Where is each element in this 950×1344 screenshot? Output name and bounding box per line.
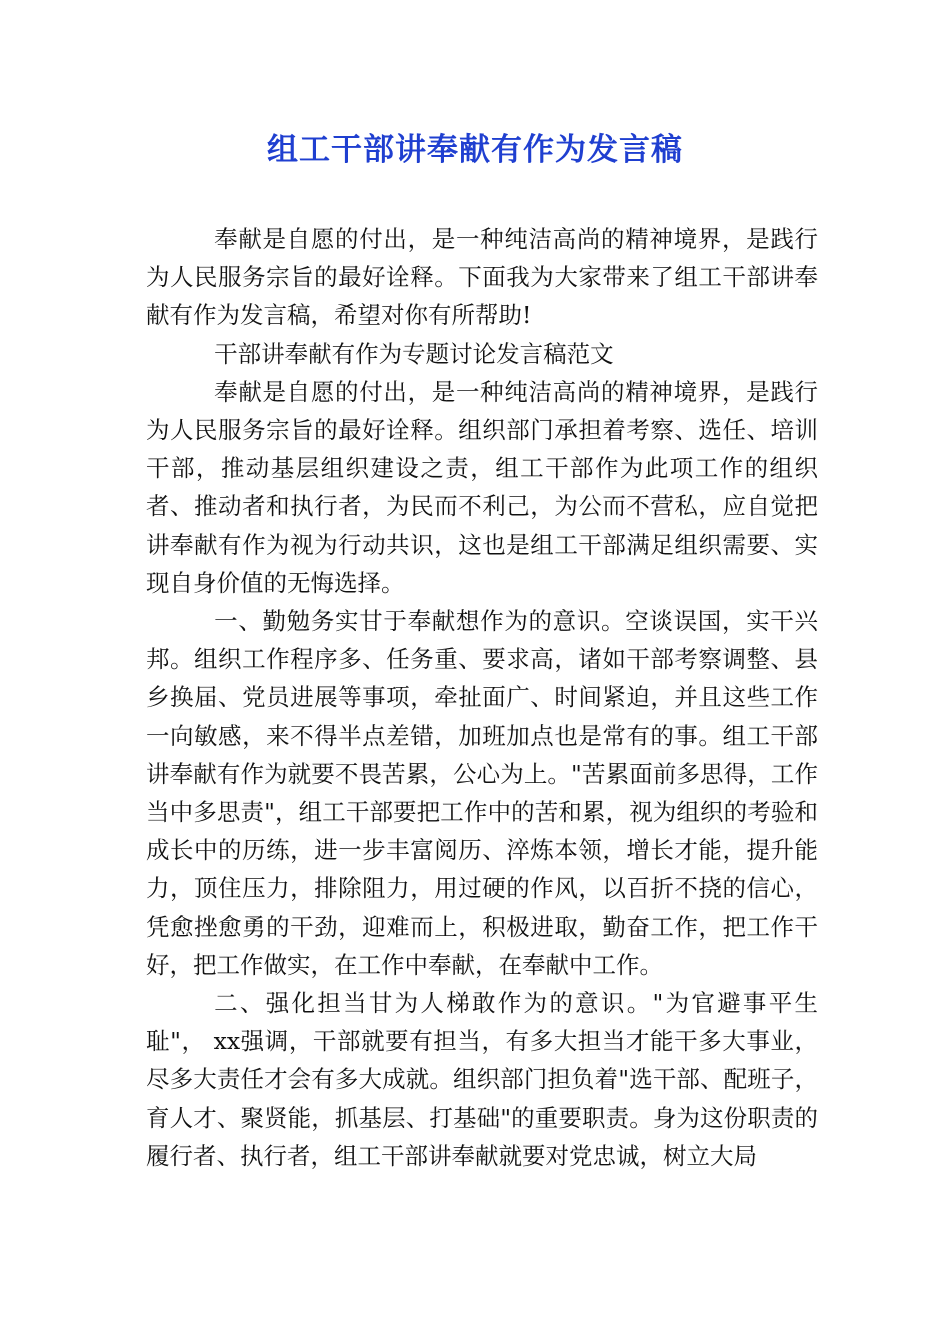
intro-paragraph: 奉献是自愿的付出，是一种纯洁高尚的精神境界，是践行为人民服务宗旨的最好诠释。下面我为大家带来了组工干部讲奉献有作为发言稿，希望对你有所帮助! bbox=[146, 225, 818, 330]
section-heading: 干部讲奉献有作为专题讨论发言稿范文 bbox=[214, 339, 614, 368]
document-body bbox=[146, 220, 818, 1175]
document-title: 组工干部讲奉献有作为发言稿 bbox=[267, 132, 683, 168]
body-paragraph: 二、强化担当甘为人梯敢作为的意识。"为官避事平生耻"， xx强调，干部就要有担当，有多大担当才能干多大事业，尽多大责任才会有多大成就。组织部门担负着"选干部、配班子，育人才、聚贤能，抓基层、打基础"的重要职责。身为这份职责的履行者、执行者，组工干部讲奉献就要对党忠诚，树立大局 bbox=[146, 989, 818, 1170]
body-paragraph: 一、勤勉务实甘于奉献想作为的意识。空谈误国，实干兴邦。组织工作程序多、任务重、要求高，诸如干部考察调整、县乡换届、党员进展等事项，牵扯面广、时间紧迫，并且这些工作一向敏感，来不得半点差错，加班加点也是常有的事。组工干部讲奉献有作为就要不畏苦累，公心为上。"苦累面前多思得，工作当中多思责"，组工干部要把工作中的苦和累，视为组织的考验和成长中的历练，进一步丰富阅历、淬炼本领，增长才能，提升能力，顶住压力，排除阻力，用过硬的作风，以百折不挠的信心，凭愈挫愈勇的干劲，迎难而上，积极进取，勤奋工作，把工作干好，把工作做实，在工作中奉献，在奉献中工作。 bbox=[146, 607, 818, 979]
body-paragraph: 奉献是自愿的付出，是一种纯洁高尚的精神境界，是践行为人民服务宗旨的最好诠释。组织部门承担着考察、选任、培训干部，推动基层组织建设之责，组工干部作为此项工作的组织者、推动者和执行者，为民而不利己，为公而不营私，应自觉把讲奉献有作为视为行动共识，这也是组工干部满足组织需要、实现自身价值的无悔选择。 bbox=[146, 377, 818, 597]
